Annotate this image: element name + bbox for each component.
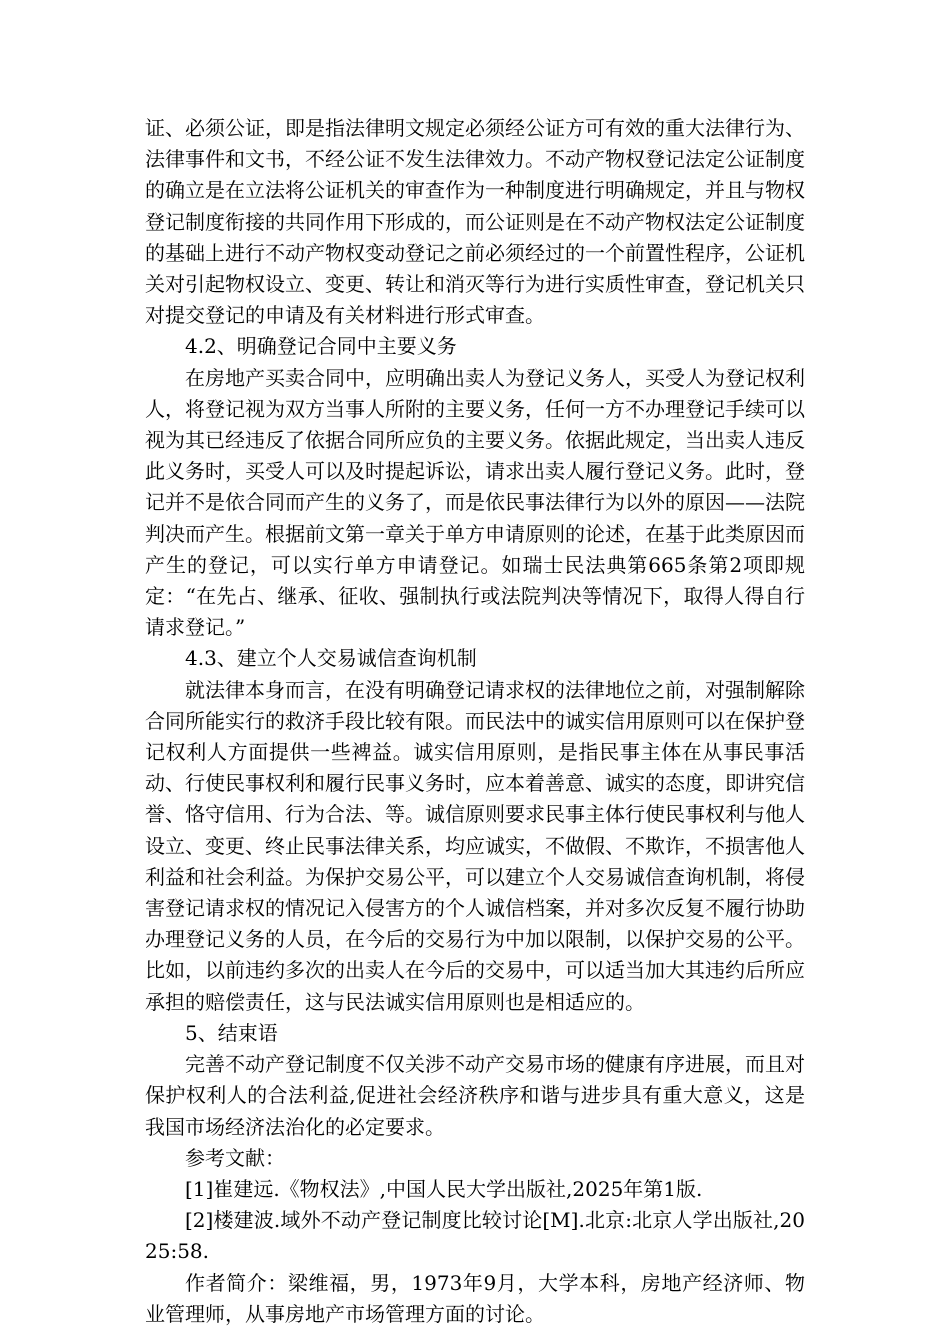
references-heading: 参考文献：: [185, 1145, 285, 1170]
reference-item-2: [2]楼建波.域外不动产登记制度比较讨论[M].北京:北京人学出版社,2025:58.: [145, 1208, 805, 1264]
document-page: [145, 113, 805, 1330]
author-bio: 作者简介：梁维福，男，1973年9月，大学本科，房地产经济师、物业管理师，从事房地产市场管理方面的讨论。: [145, 1270, 805, 1326]
paragraph-4-2-body: 在房地产买卖合同中，应明确出卖人为登记义务人，买受人为登记权利人，将登记视为双方当事人所附的主要义务，任何一方不办理登记手续可以视为其已经违反了依据合同所应负的主要义务。依据此规定，当出卖人违反此义务时，买受人可以及时提起诉讼，请求出卖人履行登记义务。此时，登记并不是依合同而产生的义务了，而是依民事法律行为以外的原因——法院判决而产生。根据前文第一章关于单方申请原则的论述，在基于此类原因而产生的登记，可以实行单方申请登记。如瑞士民法典第665条第2项即规定：“在先占、继承、征收、强制执行或法院判决等情况下，取得人得自行请求登记。”: [145, 365, 805, 640]
section-heading-5: 5、结束语: [185, 1020, 278, 1045]
paragraph-notarization: 证、必须公证，即是指法律明文规定必须经公证方可有效的重大法律行为、法律事件和文书，不经公证不发生法律效力。不动产物权登记法定公证制度的确立是在立法将公证机关的审查作为一种制度进行明确规定，并且与物权登记制度衔接的共同作用下形成的，而公证则是在不动产物权法定公证制度的基础上进行不动产物权变动登记之前必须经过的一个前置性程序，公证机关对引起物权设立、变更、转让和消灭等行为进行实质性审查，登记机关只对提交登记的申请及有关材料进行形式审查。: [145, 116, 805, 328]
reference-item-1: [1]崔建远.《物权法》,中国人民大学出版社,2025年第1版.: [185, 1176, 703, 1201]
section-heading-4-2: 4.2、明确登记合同中主要义务: [185, 334, 457, 359]
paragraph-conclusion: 完善不动产登记制度不仅关涉不动产交易市场的健康有序进展，而且对保护权利人的合法利益,促进社会经济秩序和谐与进步具有重大意义，这是我国市场经济法治化的必定要求。: [145, 1052, 805, 1139]
section-heading-4-3: 4.3、建立个人交易诚信查询机制: [185, 646, 477, 671]
paragraph-4-3-body: 就法律本身而言，在没有明确登记请求权的法律地位之前，对强制解除合同所能实行的救济手段比较有限。而民法中的诚实信用原则可以在保护登记权利人方面提供一些裨益。诚实信用原则，是指民事主体在从事民事活动、行使民事权利和履行民事义务时，应本着善意、诚实的态度，即讲究信誉、恪守信用、行为合法、等。诚信原则要求民事主体行使民事权利与他人设立、变更、终止民事法律关系，均应诚实，不做假、不欺诈，不损害他人利益和社会利益。为保护交易公平，可以建立个人交易诚信查询机制，将侵害登记请求权的情况记入侵害方的个人诚信档案，并对多次反复不履行协助办理登记义务的人员，在今后的交易行为中加以限制，以保护交易的公平。比如，以前违约多次的出卖人在今后的交易中，可以适当加大其违约后所应承担的赔偿责任，这与民法诚实信用原则也是相适应的。: [145, 677, 805, 1014]
